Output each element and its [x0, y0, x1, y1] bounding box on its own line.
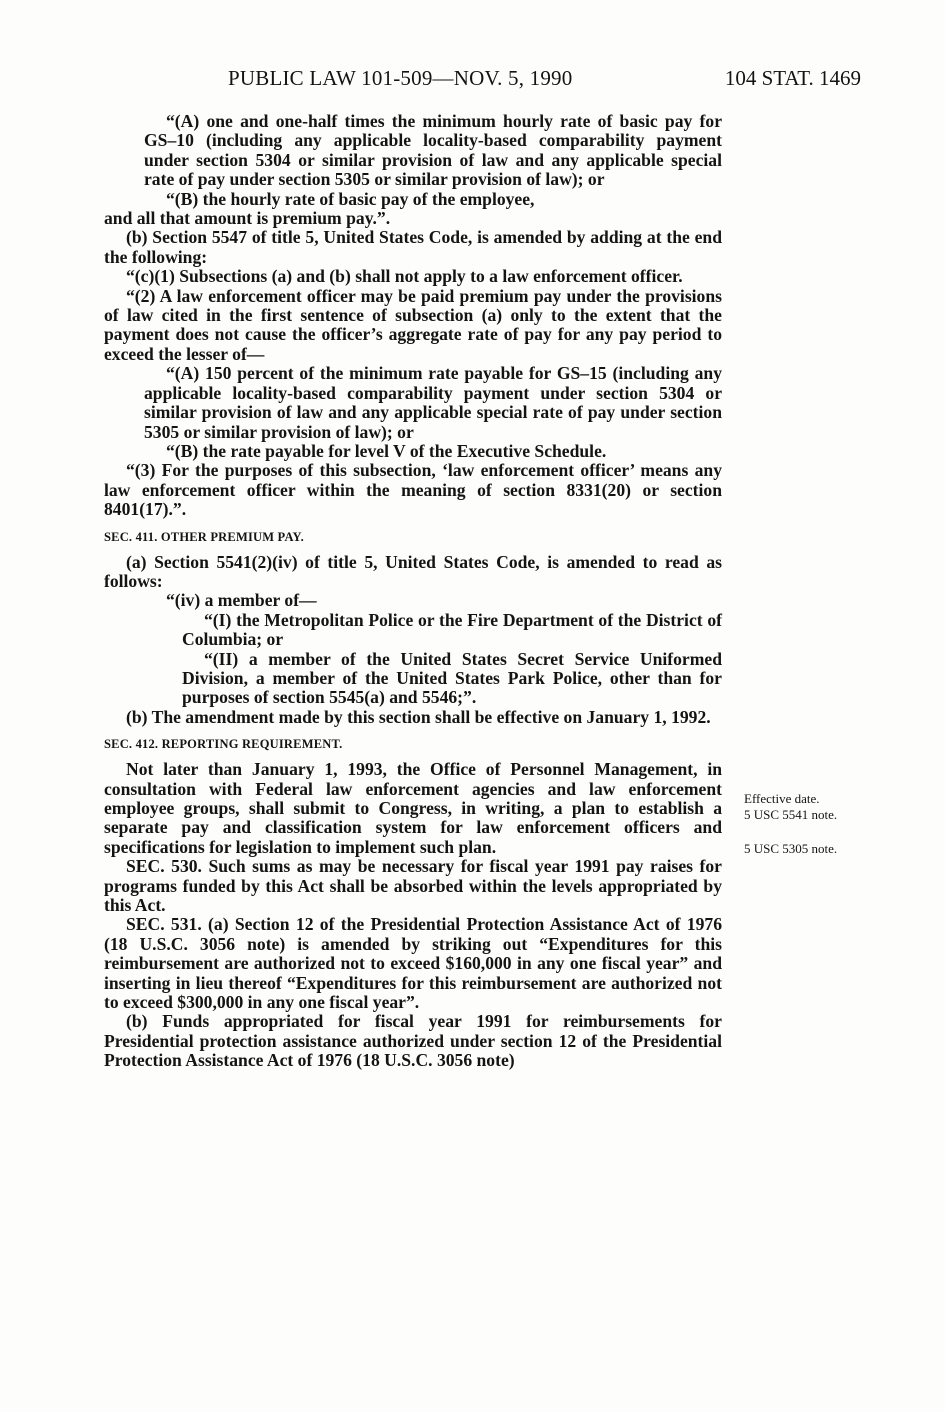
paragraph-c2-b: “(B) the rate payable for level V of the Executive Schedule. — [166, 440, 607, 461]
paragraph-a-one-and-one-half: “(A) one and one-half times the minimum hourly rate of basic pay for GS–10 (including any applicable locality-based comparability payment under section 5304 or similar provision of law and any applicable special rate of pay under section 5305 or similar provision of law); or — [144, 111, 722, 190]
paragraph-sec-531-a: SEC. 531. (a) Section 12 of the Presidential Protection Assistance Act of 1976 (18 U.S.C. 3056 note) is amended by striking out “Expenditures for this reimbursement are authorized not to exceed $160,000 in any one fiscal year” and inserting in lieu thereof “Expenditures for this reimbursement are authorized not to exceed $300,000 in any one fiscal year”. — [104, 914, 722, 1013]
margin-note-effective-date: Effective date. — [744, 791, 820, 806]
paragraph-411-II: “(II) a member of the United States Secret Service Uniformed Division, a member of the United States Park Police, other than for purposes of section 5545(a) and 5546;”. — [182, 648, 722, 708]
paragraph-sec-531-b: (b) Funds appropriated for fiscal year 1991 for reimbursements for Presidential protection assistance authorized under section 12 of the Presidential Protection Assistance Act of 1976 (18 U.S.C. 3056 note) — [104, 1011, 722, 1071]
paragraph-411-a: (a) Section 5541(2)(iv) of title 5, United States Code, is amended to read as follows: — [104, 551, 722, 591]
paragraph-411-I: “(I) the Metropolitan Police or the Fire Department of the District of Columbia; or — [182, 609, 722, 650]
paragraph-411-b: (b) The amendment made by this section shall be effective on January 1, 1992. — [126, 706, 711, 727]
section-heading-412: SEC. 412. REPORTING REQUIREMENT. — [104, 737, 343, 752]
paragraph-b-hourly-rate: “(B) the hourly rate of basic pay of the employee, — [166, 188, 535, 209]
section-heading-411: SEC. 411. OTHER PREMIUM PAY. — [104, 529, 304, 544]
paragraph-411-iv: “(iv) a member of— — [166, 590, 317, 611]
running-head-title: PUBLIC LAW 101-509—NOV. 5, 1990 — [228, 66, 573, 90]
margin-note-5-usc-5305: 5 USC 5305 note. — [744, 841, 838, 856]
paragraph-412: Not later than January 1, 1993, the Office of Personnel Management, in consultation with Federal law enforcement agencies and law enforcement employee groups, shall submit to Congress, in writing, a plan to establish a separate pay and classification system for law enforcement officers and specifications for legislation to implement such plan. — [104, 759, 722, 857]
body-text — [104, 112, 722, 1071]
paragraph-premium-pay: and all that amount is premium pay.”. — [104, 208, 391, 229]
paragraph-c2: “(2) A law enforcement officer may be paid premium pay under the provisions of law cited in the first sentence of subsection (a) only to the extent that the payment does not cause the officer’s aggregate rate of pay for any pay period to exceed the lesser of— — [104, 285, 722, 364]
paragraph-sec-530: SEC. 530. Such sums as may be necessary for fiscal year 1991 pay raises for programs funded by this Act shall be absorbed within the levels appropriated by this Act. — [104, 856, 722, 916]
paragraph-c1: “(c)(1) Subsections (a) and (b) shall not apply to a law enforcement officer. — [126, 266, 683, 287]
paragraph-c2-a: “(A) 150 percent of the minimum rate payable for GS–15 (including any applicable locality-based comparability payment under section 5304 or similar provision of law and any applicable special rate of pay under section 5305 or similar provision of law); or — [144, 363, 722, 442]
paragraph-c3: “(3) For the purposes of this subsection, ‘law enforcement officer’ means any law enforcement officer within the meaning of section 8331(20) or section 8401(17).”. — [104, 460, 722, 520]
statute-page-number: 104 STAT. 1469 — [724, 66, 861, 90]
paragraph-section-5547: (b) Section 5547 of title 5, United States Code, is amended by adding at the end the following: — [104, 227, 722, 267]
margin-note-5-usc-5541: 5 USC 5541 note. — [744, 807, 838, 822]
